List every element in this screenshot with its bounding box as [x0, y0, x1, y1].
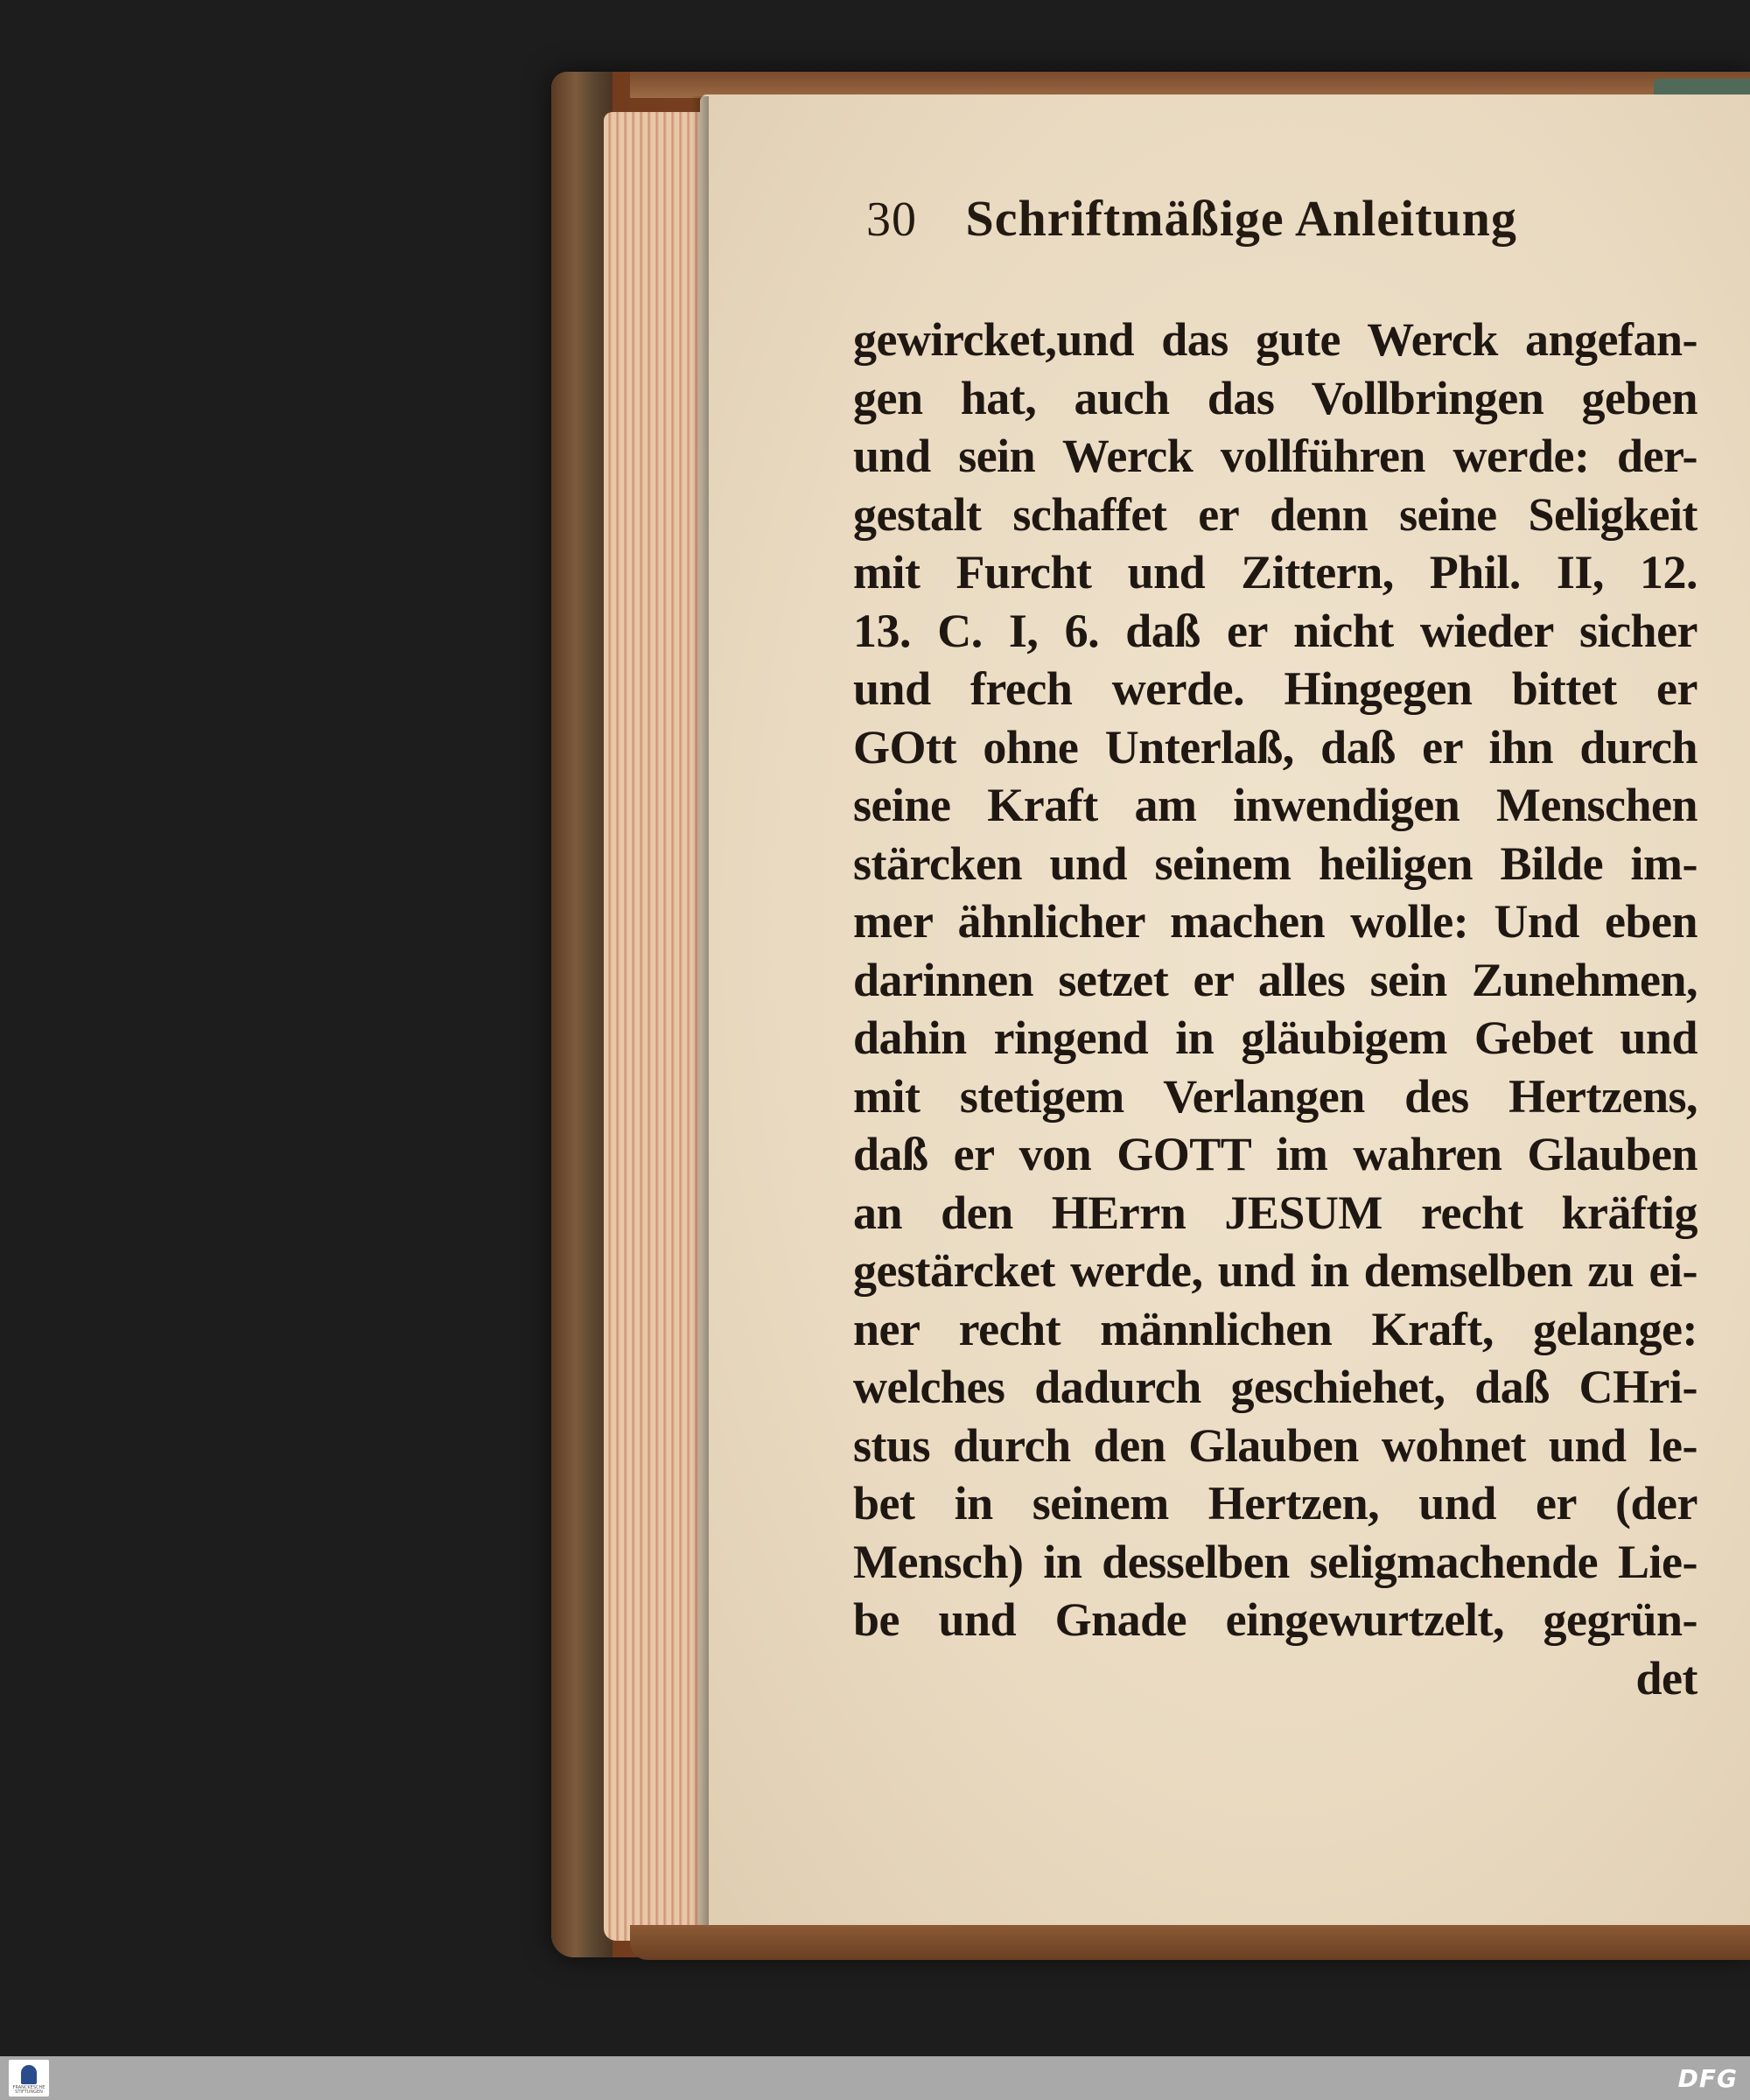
gutter-shadow: [691, 96, 709, 1942]
text-line: welches dadurch geschiehet, daß CHri-: [853, 1361, 1698, 1413]
text-line: daß er von GOTT im wahren Glauben: [853, 1128, 1698, 1180]
page-number: 30: [866, 192, 917, 247]
text-line: mit Furcht und Zittern, Phil. II, 12.: [853, 546, 1698, 598]
text-line: und sein Werck vollführen werde: der-: [853, 430, 1698, 482]
text-line: stus durch den Glauben wohnet und le-: [853, 1418, 1698, 1472]
text-line: bet in seinem Hertzen, und er (der: [853, 1477, 1698, 1530]
text-line: stärcken und seinem heiligen Bilde im-: [853, 836, 1698, 890]
text-line: gestalt schaffet er denn seine Seligkeit: [853, 487, 1698, 541]
catchword: det: [1635, 1651, 1698, 1704]
institution-emblem-icon: [21, 2065, 37, 2084]
cover-bottom-edge: [630, 1925, 1750, 1960]
running-head: [866, 188, 1601, 249]
text-line: dahin ringend in gläubigem Gebet und: [853, 1012, 1698, 1064]
text-line: mit stetigem Verlangen des Hertzens,: [853, 1069, 1698, 1123]
text-line: an den HErrn JESUM recht kräftig: [853, 1186, 1698, 1239]
running-title: Schriftmäßige Anleitung: [965, 190, 1517, 247]
dfg-logo[interactable]: DFG: [1677, 2064, 1738, 2093]
text-line: und frech werde. Hingegen bittet er: [853, 662, 1698, 715]
text-line: seine Kraft am inwendigen Menschen: [853, 779, 1698, 831]
text-line: be und Gnade eingewurtzelt, gegrün-: [853, 1593, 1698, 1646]
text-line: mer ähnlicher machen wolle: Und eben: [853, 895, 1698, 948]
text-line: 13. C. I, 6. daß er nicht wieder sicher: [853, 604, 1698, 657]
text-line: darinnen setzet er alles sein Zunehmen,: [853, 953, 1698, 1006]
text-line: ner recht männlichen Kraft, gelange:: [853, 1302, 1698, 1355]
text-line: Mensch) in desselben seligmachende Lie-: [853, 1535, 1698, 1588]
francke-foundation-logo[interactable]: [9, 2060, 49, 2096]
text-line: gewircket,und das gute Werck angefan-: [853, 313, 1698, 366]
text-line: gestärcket werde, und in demselben zu ei-: [853, 1244, 1698, 1297]
text-line: gen hat, auch das Vollbringen geben: [853, 371, 1698, 424]
viewer-footer-bar: [0, 2056, 1750, 2100]
logo-caption: FRANCKESCHE STIFTUNGEN: [12, 2085, 46, 2095]
body-text: [853, 311, 1698, 1707]
text-line: GOtt ohne Unterlaß, daß er ihn durch: [853, 720, 1698, 774]
